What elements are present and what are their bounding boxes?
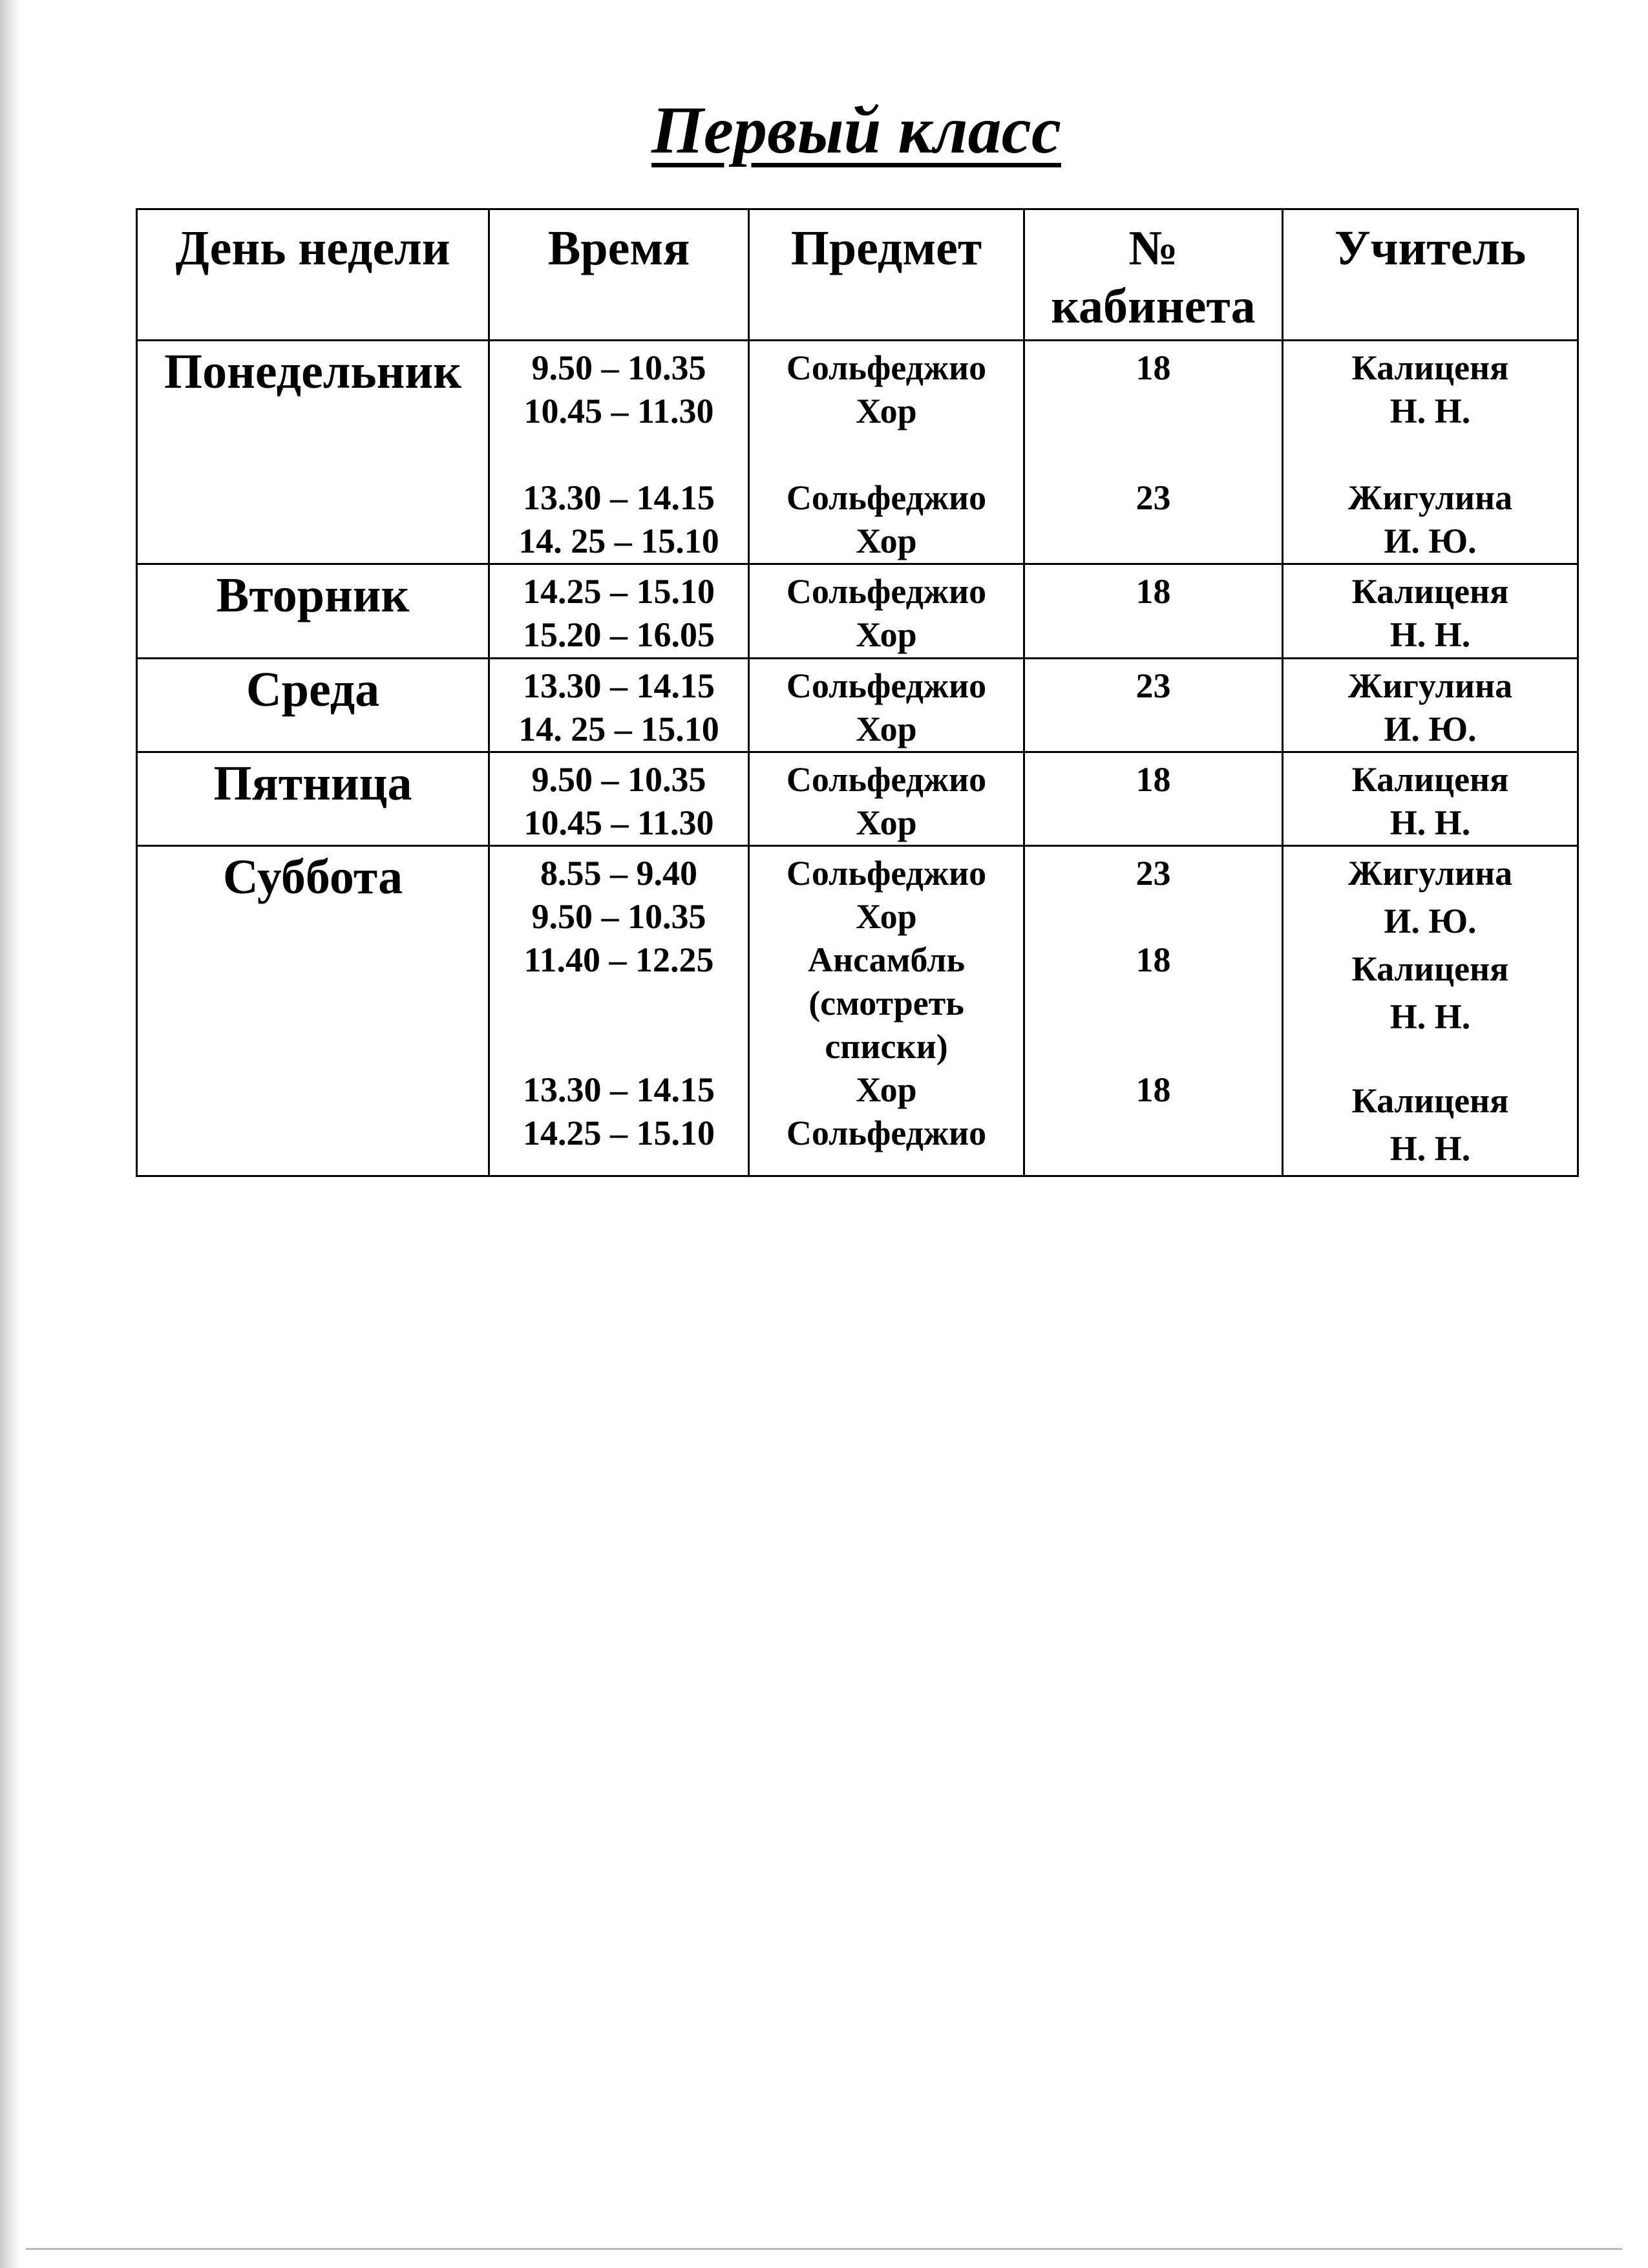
subject-note: (смотреть: [808, 984, 964, 1023]
room-number: 18: [1136, 572, 1171, 611]
teacher-name: Жигулина: [1347, 666, 1513, 705]
subject-entry: Сольфеджио: [786, 1114, 987, 1152]
time-cell-friday: [489, 752, 749, 846]
time-slot: 9.50 – 10.35: [531, 760, 706, 799]
page-title: Первый класс: [651, 93, 1061, 167]
spacer: [1025, 895, 1282, 938]
teacher-cell-friday: [1283, 752, 1578, 846]
subject-entry: Хор: [856, 803, 917, 842]
spacer: [1025, 390, 1282, 433]
room-cell-friday: [1024, 752, 1283, 846]
subject-entry: Хор: [856, 1070, 917, 1109]
time-slot: 15.20 – 16.05: [523, 615, 715, 654]
teacher-cell-saturday: [1283, 846, 1578, 1176]
header-day: День недели: [137, 209, 489, 341]
scan-shadow-edge: [0, 0, 22, 2268]
room-number: 18: [1136, 1070, 1171, 1109]
room-number: 18: [1136, 760, 1171, 799]
time-slot: 13.30 – 14.15: [523, 478, 715, 517]
teacher-name: Калиценя: [1351, 949, 1509, 988]
subject-entry: Хор: [856, 392, 917, 430]
time-slot: 10.45 – 11.30: [523, 803, 714, 842]
time-cell-monday: [489, 341, 749, 564]
subject-note: списки): [825, 1027, 948, 1066]
teacher-initials: Н. Н.: [1389, 615, 1471, 654]
room-number: 18: [1136, 348, 1171, 387]
table-row-saturday: [137, 846, 1578, 1176]
spacer: [1025, 433, 1282, 476]
teacher-cell-monday: [1283, 341, 1578, 564]
header-room-number-sign: №: [1128, 221, 1178, 275]
teacher-initials: И. Ю.: [1384, 522, 1477, 560]
day-cell-wednesday: Среда: [137, 659, 489, 752]
teacher-initials: Н. Н.: [1389, 392, 1471, 430]
teacher-name: Жигулина: [1347, 854, 1513, 893]
subject-entry: Хор: [856, 710, 917, 748]
header-teacher: Учитель: [1283, 209, 1578, 341]
header-time: Время: [489, 209, 749, 341]
room-cell-tuesday: [1024, 564, 1283, 659]
spacer: [490, 1025, 748, 1068]
teacher-cell-tuesday: [1283, 564, 1578, 659]
subject-entry: Сольфеджио: [786, 854, 987, 893]
time-cell-tuesday: [489, 564, 749, 659]
subject-entry: Хор: [856, 615, 917, 654]
time-slot: 13.30 – 14.15: [523, 1070, 715, 1109]
teacher-name: Калиценя: [1351, 348, 1509, 387]
time-slot: 9.50 – 10.35: [531, 348, 706, 387]
spacer: [1284, 1043, 1577, 1079]
subject-entry: Сольфеджио: [786, 666, 987, 705]
time-cell-saturday: [489, 846, 749, 1176]
header-room-label: кабинета: [1051, 279, 1256, 334]
spacer: [490, 433, 748, 476]
teacher-name: Калиценя: [1351, 572, 1509, 611]
spacer: [750, 433, 1023, 476]
subject-entry: Хор: [856, 897, 917, 936]
teacher-initials: Н. Н.: [1389, 997, 1471, 1036]
table-row-tuesday: [137, 564, 1578, 659]
room-number: 23: [1136, 854, 1171, 893]
schedule-table: [136, 208, 1579, 1177]
teacher-initials: И. Ю.: [1384, 902, 1477, 940]
table-row-friday: [137, 752, 1578, 846]
room-number: 18: [1136, 940, 1171, 979]
teacher-name: Калиценя: [1351, 1081, 1509, 1120]
table-row-wednesday: [137, 659, 1578, 752]
time-slot: 13.30 – 14.15: [523, 666, 715, 705]
day-cell-friday: Пятница: [137, 752, 489, 846]
table-row-monday: [137, 341, 1578, 564]
teacher-name: Калиценя: [1351, 760, 1509, 799]
subject-entry: Сольфеджио: [786, 760, 987, 799]
time-slot: 8.55 – 9.40: [540, 854, 697, 893]
subject-entry: Ансамбль: [807, 940, 966, 979]
subject-entry: Сольфеджио: [786, 478, 987, 517]
subject-entry: Сольфеджио: [786, 572, 987, 611]
time-slot: 14. 25 – 15.10: [518, 710, 719, 748]
teacher-cell-wednesday: [1283, 659, 1578, 752]
subject-cell-monday: [749, 341, 1024, 564]
room-cell-monday: [1024, 341, 1283, 564]
day-cell-tuesday: Вторник: [137, 564, 489, 659]
subject-cell-tuesday: [749, 564, 1024, 659]
time-slot: 14. 25 – 15.10: [518, 522, 719, 560]
room-number: 23: [1136, 666, 1171, 705]
spacer: [490, 982, 748, 1025]
teacher-initials: Н. Н.: [1389, 803, 1471, 842]
subject-entry: Сольфеджио: [786, 348, 987, 387]
spacer: [1025, 982, 1282, 1025]
subject-cell-friday: [749, 752, 1024, 846]
header-subject: Предмет: [749, 209, 1024, 341]
teacher-initials: Н. Н.: [1389, 1129, 1471, 1168]
time-slot: 9.50 – 10.35: [531, 897, 706, 936]
subject-cell-saturday: [749, 846, 1024, 1176]
header-row: [137, 209, 1578, 341]
time-slot: 11.40 – 12.25: [523, 940, 714, 979]
scan-bottom-line: [26, 2248, 1622, 2250]
spacer: [1284, 433, 1577, 476]
day-cell-monday: Понедельник: [137, 341, 489, 564]
subject-cell-wednesday: [749, 659, 1024, 752]
teacher-initials: И. Ю.: [1384, 710, 1477, 748]
room-cell-saturday: [1024, 846, 1283, 1176]
spacer: [1025, 1025, 1282, 1068]
time-slot: 14.25 – 15.10: [523, 572, 715, 611]
time-slot: 10.45 – 11.30: [523, 392, 714, 430]
room-number: 23: [1136, 478, 1171, 517]
header-room: [1024, 209, 1283, 341]
room-cell-wednesday: [1024, 659, 1283, 752]
day-cell-saturday: Суббота: [137, 846, 489, 1176]
time-slot: 14.25 – 15.10: [523, 1114, 715, 1152]
subject-entry: Хор: [856, 522, 917, 560]
time-cell-wednesday: [489, 659, 749, 752]
teacher-name: Жигулина: [1347, 478, 1513, 517]
